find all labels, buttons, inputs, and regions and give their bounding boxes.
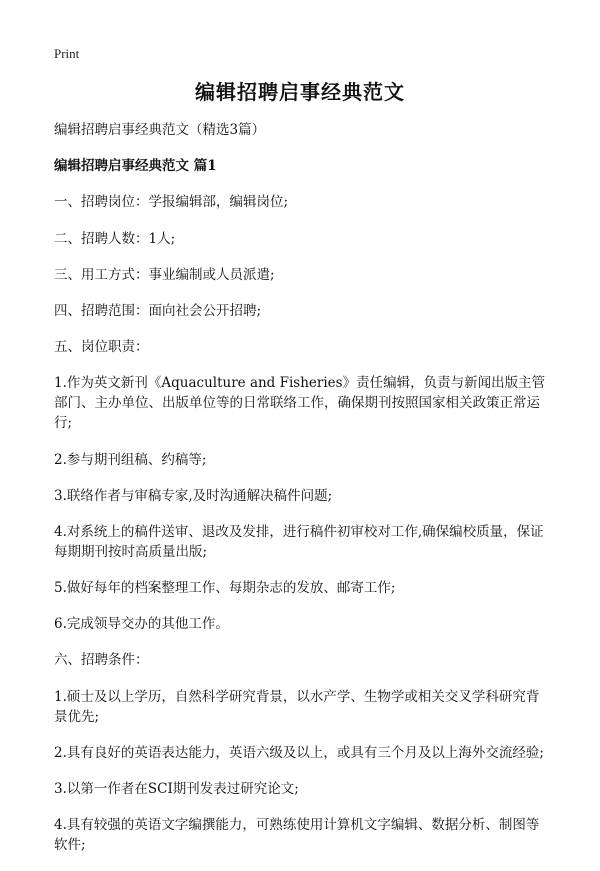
paragraph: 五、岗位职责： [54, 339, 149, 356]
print-link[interactable]: Print [54, 46, 80, 61]
paragraph: 1.作为英文新刊《Aquaculture and Fisheries》责任编辑，负责与新闻出版主管部门、主办单位、出版单位等的日常联络工作，确保期刊按照国家相关政策正常运行; [54, 375, 546, 432]
paragraph: 四、招聘范围：面向社会公开招聘; [54, 302, 262, 319]
subtitle-line: 编辑招聘启事经典范文（精选3篇） [54, 122, 266, 138]
document-body [54, 120, 552, 871]
paragraph: 3.以第一作者在SCI期刊发表过研究论文; [54, 781, 299, 797]
paragraph: 5.做好每年的档案整理工作、每期杂志的发放、邮寄工作; [54, 580, 396, 597]
paragraph: 4.对系统上的稿件送审、退改及发排，进行稿件初审校对工作,确保编校质量，保证每期期刊按时高质量出版; [54, 523, 544, 560]
paragraph: 六、招聘条件： [54, 652, 149, 669]
paragraph: 4.具有较强的英语文字编撰能力，可熟练使用计算机文字编辑、数据分析、制图等软件; [54, 817, 540, 854]
paragraph: 6.完成领导交办的其他工作。 [54, 616, 229, 633]
document-title: 编辑招聘启事经典范文 [195, 80, 405, 104]
paragraph: 二、招聘人数：1人; [54, 230, 176, 247]
section-heading: 编辑招聘启事经典范文 篇1 [54, 158, 217, 175]
paragraph: 三、用工方式：事业编制或人员派遣; [54, 266, 275, 283]
paragraph: 一、招聘岗位：学报编辑部，编辑岗位; [54, 194, 289, 211]
paragraph: 2.参与期刊组稿、约稿等; [54, 451, 207, 468]
paragraph: 2.具有良好的英语表达能力，英语六级及以上，或具有三个月及以上海外交流经验; [54, 744, 544, 761]
paragraph: 3.联络作者与审稿专家,及时沟通解决稿件问题; [54, 487, 333, 504]
paragraph: 1.硕士及以上学历，自然科学研究背景，以水产学、生物学或相关交叉学科研究背景优先; [54, 688, 540, 725]
